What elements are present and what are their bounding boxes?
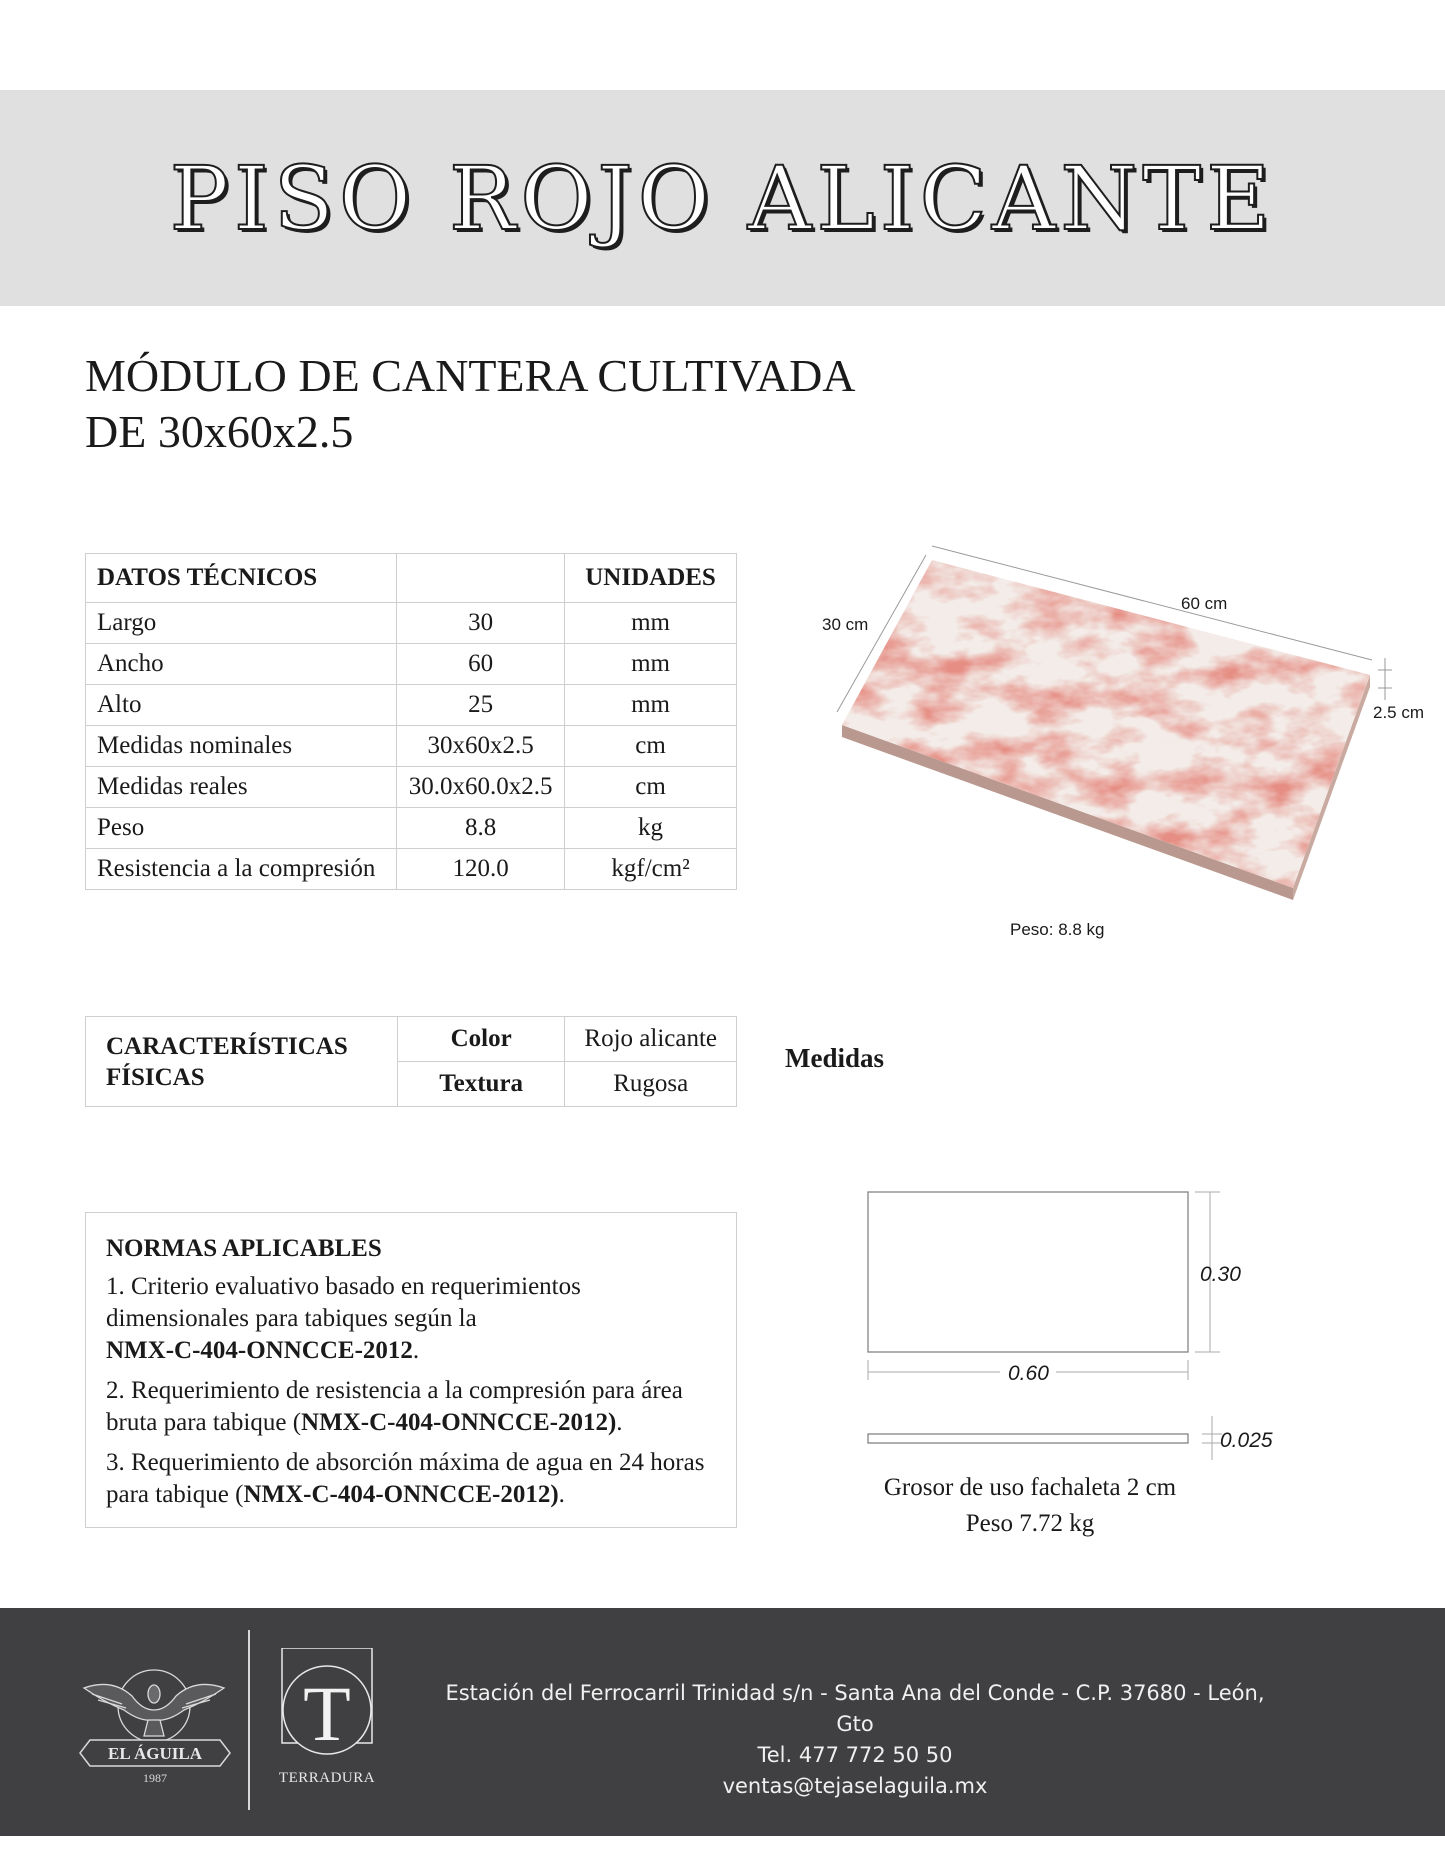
table-row: [86, 808, 737, 849]
footer-address: Estación del Ferrocarril Trinidad s/n - Santa Ana del Conde - C.P. 37680 - León, Gto: [445, 1681, 1265, 1736]
footer: [0, 1608, 1445, 1836]
medidas-heading: Medidas: [785, 1043, 885, 1073]
norma-code: NMX-C-404-ONNCCE-2012: [106, 1337, 413, 1364]
norma-text: 2. Requerimiento de resistencia a la compresión para área bruta para tabique (: [106, 1377, 683, 1436]
footer-phone: Tel. 477 772 50 50: [757, 1743, 953, 1767]
row-value: 30x60x2.5: [397, 726, 565, 767]
row-label: Ancho: [86, 644, 397, 685]
row-label: Largo: [86, 603, 397, 644]
dimension-caption-weight: Peso 7.72 kg: [965, 1510, 1095, 1537]
product-subtitle: [85, 348, 985, 460]
dimension-face-rect: [868, 1192, 1188, 1352]
norma-item-1: [106, 1271, 716, 1367]
dimension-drawing: [860, 1180, 1300, 1460]
row-unit: cm: [565, 726, 737, 767]
row-label: Medidas nominales: [86, 726, 397, 767]
dimension-height-label: 0.30: [1200, 1263, 1241, 1286]
norma-end: .: [558, 1481, 565, 1508]
row-value: 120.0: [397, 849, 565, 890]
el-aguila-logo: [72, 1658, 237, 1788]
row-value: 30: [397, 603, 565, 644]
table-header-row: [86, 554, 737, 603]
norma-code: NMX-C-404-ONNCCE-2012): [243, 1481, 559, 1508]
row-unit: cm: [565, 767, 737, 808]
row-key: Textura: [397, 1062, 565, 1107]
footer-contact: [440, 1678, 1270, 1802]
row-unit: mm: [565, 685, 737, 726]
physical-label: [86, 1017, 398, 1107]
norma-code: NMX-C-404-ONNCCE-2012): [301, 1409, 617, 1436]
table-row: [86, 849, 737, 890]
row-label: Peso: [86, 808, 397, 849]
header-label: DATOS TÉCNICOS: [86, 554, 397, 603]
terradura-logo: [272, 1648, 382, 1798]
row-label: Medidas reales: [86, 767, 397, 808]
row-label: Resistencia a la compresión: [86, 849, 397, 890]
norma-text: 3. Requerimiento de absorción máxima de agua en 24 horas para tabique (: [106, 1449, 705, 1508]
tile-illustration: [800, 540, 1440, 960]
header-units: UNIDADES: [565, 554, 737, 603]
title-banner: [0, 90, 1445, 306]
table-row: [86, 644, 737, 685]
table-row: [86, 726, 737, 767]
table-row: [86, 1017, 737, 1062]
row-value: 8.8: [397, 808, 565, 849]
row-value: Rojo alicante: [565, 1017, 737, 1062]
tile-width-label: 30 cm: [822, 615, 869, 634]
tile-length-label: 60 cm: [1181, 594, 1228, 613]
el-aguila-logo-text: EL ÁGUILA: [108, 1744, 202, 1763]
physical-characteristics-table: [85, 1016, 737, 1107]
dimension-thickness-label: 0.025: [1220, 1429, 1273, 1452]
row-key: Color: [397, 1017, 565, 1062]
row-label: Alto: [86, 685, 397, 726]
normas-box: [85, 1212, 737, 1528]
row-unit: mm: [565, 603, 737, 644]
dimension-width-label: 0.60: [1008, 1362, 1049, 1385]
row-value: 25: [397, 685, 565, 726]
dimension-caption-thickness: Grosor de uso fachaleta 2 cm: [883, 1474, 1177, 1501]
norma-item-2: [106, 1375, 716, 1439]
norma-end: .: [616, 1409, 623, 1436]
row-value: Rugosa: [565, 1062, 737, 1107]
subtitle-line-2: DE 30x60x2.5: [85, 406, 354, 457]
norma-text: 1. Criterio evaluativo basado en requerimientos dimensionales para tabiques según la: [106, 1273, 581, 1332]
row-value: 30.0x60.0x2.5: [397, 767, 565, 808]
physical-label-line-2: FÍSICAS: [106, 1063, 205, 1091]
el-aguila-logo-year: 1987: [143, 1771, 167, 1785]
row-unit: kgf/cm²: [565, 849, 737, 890]
terradura-logo-letter: T: [303, 1670, 351, 1757]
table-row: [86, 767, 737, 808]
row-unit: mm: [565, 644, 737, 685]
physical-label-line-1: CARACTERÍSTICAS: [106, 1032, 348, 1060]
table-row: [86, 685, 737, 726]
row-unit: kg: [565, 808, 737, 849]
footer-divider: [248, 1630, 250, 1810]
footer-email[interactable]: ventas@tejaselaguila.mx: [722, 1774, 988, 1798]
norma-end: .: [412, 1337, 420, 1364]
header-empty: [397, 554, 565, 603]
norma-item-3: [106, 1447, 716, 1511]
normas-title: NORMAS APLICABLES: [106, 1235, 382, 1262]
table-row: [86, 603, 737, 644]
tile-weight-label: Peso: 8.8 kg: [1010, 920, 1105, 939]
technical-data-table: [85, 553, 737, 890]
row-value: 60: [397, 644, 565, 685]
subtitle-line-1: MÓDULO DE CANTERA CULTIVADA: [85, 350, 856, 401]
tile-thickness-label: 2.5 cm: [1373, 703, 1425, 722]
dimension-thickness-rect: [868, 1434, 1188, 1443]
terradura-logo-text: TERRADURA: [278, 1770, 376, 1786]
page-title: PISO ROJO ALICANTE: [169, 146, 1276, 250]
